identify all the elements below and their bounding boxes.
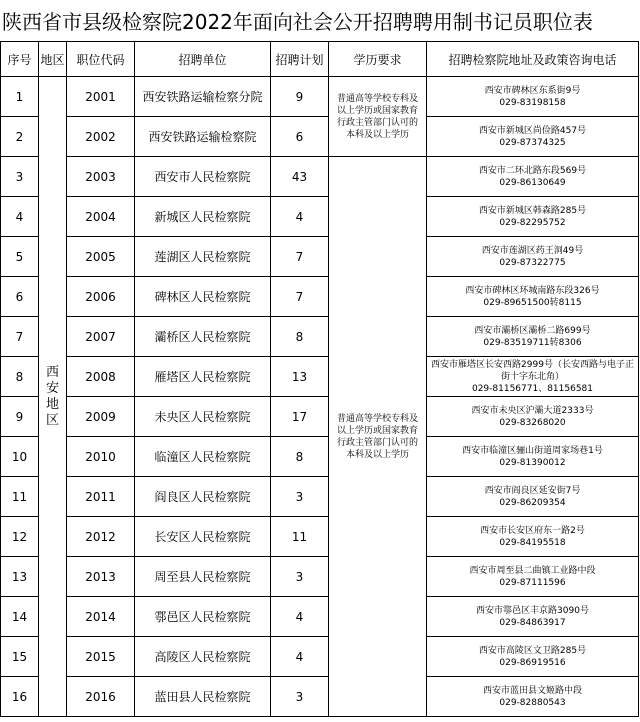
header-seq: 序号 <box>1 42 39 77</box>
cell-code: 2012 <box>67 517 135 557</box>
phone-line: 029-83198158 <box>499 97 566 108</box>
phone-line: 029-83519711转8306 <box>483 337 582 348</box>
cell-address <box>427 397 639 437</box>
cell-seq: 4 <box>1 197 39 237</box>
header-addr: 招聘检察院地址及政策咨询电话 <box>427 42 639 77</box>
cell-address <box>427 637 639 677</box>
cell-seq: 12 <box>1 517 39 557</box>
header-edu: 学历要求 <box>329 42 427 77</box>
cell-unit: 临潼区人民检察院 <box>135 437 271 477</box>
cell-seq: 8 <box>1 357 39 397</box>
table-row <box>1 77 639 117</box>
cell-seq: 6 <box>1 277 39 317</box>
phone-line: 029-81390012 <box>499 457 566 468</box>
cell-unit: 蓝田县人民检察院 <box>135 677 271 717</box>
cell-address <box>427 357 639 397</box>
cell-plan: 7 <box>271 237 329 277</box>
cell-seq: 14 <box>1 597 39 637</box>
cell-code: 2016 <box>67 677 135 717</box>
cell-region <box>39 77 67 717</box>
region-char: 安 <box>45 380 59 396</box>
cell-seq: 1 <box>1 77 39 117</box>
cell-education: 普通高等学校专科及以上学历或国家教育行政主管部门认可的本科及以上学历 <box>329 157 427 717</box>
cell-code: 2004 <box>67 197 135 237</box>
cell-unit: 碑林区人民检察院 <box>135 277 271 317</box>
cell-address <box>427 677 639 717</box>
cell-address <box>427 77 639 117</box>
cell-unit: 莲湖区人民检察院 <box>135 237 271 277</box>
table-row <box>1 357 639 397</box>
address-line: 西安市高陵区文卫路285号 <box>478 645 587 656</box>
phone-line: 029-86209354 <box>499 497 566 508</box>
cell-code: 2010 <box>67 437 135 477</box>
phone-line: 029-81156771、81156581 <box>471 383 594 394</box>
address-line: 西安市碑林区东系街9号 <box>484 85 581 96</box>
cell-code: 2009 <box>67 397 135 437</box>
cell-code: 2013 <box>67 557 135 597</box>
table-row <box>1 317 639 357</box>
cell-address <box>427 477 639 517</box>
cell-unit: 西安市人民检察院 <box>135 157 271 197</box>
cell-seq: 10 <box>1 437 39 477</box>
table-row <box>1 117 639 157</box>
cell-address <box>427 237 639 277</box>
cell-unit: 灞桥区人民检察院 <box>135 317 271 357</box>
cell-plan: 8 <box>271 437 329 477</box>
address-line: 西安市雁塔区长安西路2999号（长安西路与电子正街十字东北角） <box>431 359 634 382</box>
cell-unit: 鄠邑区人民检察院 <box>135 597 271 637</box>
cell-address <box>427 317 639 357</box>
address-line: 西安市长安区府东一路2号 <box>480 525 585 536</box>
cell-education: 普通高等学校专科及以上学历或国家教育行政主管部门认可的本科及以上学历 <box>329 77 427 157</box>
phone-line: 029-86130649 <box>499 177 566 188</box>
cell-plan: 8 <box>271 317 329 357</box>
phone-line: 029-89651500转8115 <box>483 297 582 308</box>
address-line: 西安市莲湖区药王洞49号 <box>481 245 584 256</box>
table-row <box>1 477 639 517</box>
address-line: 西安市阎良区延安街7号 <box>484 485 581 496</box>
cell-plan: 7 <box>271 277 329 317</box>
table-row <box>1 277 639 317</box>
cell-seq: 13 <box>1 557 39 597</box>
header-row <box>1 42 639 77</box>
table-row <box>1 157 639 197</box>
cell-address <box>427 517 639 557</box>
cell-plan: 9 <box>271 77 329 117</box>
cell-code: 2003 <box>67 157 135 197</box>
cell-address <box>427 437 639 477</box>
table-row <box>1 517 639 557</box>
table-row <box>1 197 639 237</box>
cell-plan: 6 <box>271 117 329 157</box>
phone-line: 029-83268020 <box>499 417 566 428</box>
address-line: 西安市新城区尚俭路457号 <box>478 125 587 136</box>
cell-code: 2001 <box>67 77 135 117</box>
cell-code: 2005 <box>67 237 135 277</box>
cell-plan: 4 <box>271 197 329 237</box>
cell-plan: 43 <box>271 157 329 197</box>
cell-plan: 13 <box>271 357 329 397</box>
cell-address <box>427 557 639 597</box>
cell-unit: 西安铁路运输检察分院 <box>135 77 271 117</box>
table-row <box>1 437 639 477</box>
cell-code: 2006 <box>67 277 135 317</box>
cell-code: 2008 <box>67 357 135 397</box>
cell-address <box>427 597 639 637</box>
region-char: 区 <box>45 412 59 428</box>
address-line: 西安市周至县二曲镇工业路中段 <box>469 565 596 576</box>
cell-code: 2007 <box>67 317 135 357</box>
address-line: 西安市二环北路东段569号 <box>478 165 587 176</box>
phone-line: 029-87322775 <box>499 257 566 268</box>
cell-code: 2014 <box>67 597 135 637</box>
cell-unit: 未央区人民检察院 <box>135 397 271 437</box>
header-unit: 招聘单位 <box>135 42 271 77</box>
cell-code: 2002 <box>67 117 135 157</box>
table-row <box>1 557 639 597</box>
cell-code: 2015 <box>67 637 135 677</box>
cell-unit: 新城区人民检察院 <box>135 197 271 237</box>
cell-seq: 9 <box>1 397 39 437</box>
table-row <box>1 237 639 277</box>
address-line: 西安市新城区韩森路285号 <box>478 205 587 216</box>
table-row <box>1 677 639 717</box>
address-line: 西安市蓝田县文姬路中段 <box>482 685 582 696</box>
cell-plan: 17 <box>271 397 329 437</box>
region-char: 西 <box>45 364 59 380</box>
header-plan: 招聘计划 <box>271 42 329 77</box>
address-line: 西安市临潼区骊山街道周家场巷1号 <box>462 445 603 456</box>
cell-unit: 西安铁路运输检察院 <box>135 117 271 157</box>
address-line: 西安市未央区沪灞大道2333号 <box>471 405 594 416</box>
cell-seq: 7 <box>1 317 39 357</box>
cell-unit: 周至县人民检察院 <box>135 557 271 597</box>
cell-plan: 4 <box>271 597 329 637</box>
cell-seq: 16 <box>1 677 39 717</box>
phone-line: 029-82880543 <box>499 697 566 708</box>
cell-address <box>427 197 639 237</box>
table-row <box>1 597 639 637</box>
cell-unit: 雁塔区人民检察院 <box>135 357 271 397</box>
table-row <box>1 637 639 677</box>
cell-plan: 4 <box>271 637 329 677</box>
cell-seq: 3 <box>1 157 39 197</box>
address-line: 西安市鄠邑区丰京路3090号 <box>476 605 589 616</box>
cell-seq: 15 <box>1 637 39 677</box>
region-char: 地 <box>45 396 59 412</box>
cell-plan: 3 <box>271 477 329 517</box>
phone-line: 029-86919516 <box>499 657 566 668</box>
position-table <box>0 41 639 717</box>
cell-address <box>427 157 639 197</box>
cell-unit: 阎良区人民检察院 <box>135 477 271 517</box>
cell-plan: 3 <box>271 677 329 717</box>
page-title: 陕西省市县级检察院2022年面向社会公开招聘聘用制书记员职位表 <box>2 10 593 34</box>
cell-unit: 长安区人民检察院 <box>135 517 271 557</box>
cell-seq: 2 <box>1 117 39 157</box>
phone-line: 029-84863917 <box>499 617 566 628</box>
cell-plan: 11 <box>271 517 329 557</box>
phone-line: 029-87374325 <box>499 137 566 148</box>
table-row <box>1 397 639 437</box>
cell-address <box>427 117 639 157</box>
cell-code: 2011 <box>67 477 135 517</box>
cell-unit: 高陵区人民检察院 <box>135 637 271 677</box>
header-region: 地区 <box>39 42 67 77</box>
phone-line: 029-82295752 <box>499 217 566 228</box>
cell-seq: 5 <box>1 237 39 277</box>
address-line: 西安市灞桥区灞桥二路699号 <box>474 325 591 336</box>
header-code: 职位代码 <box>67 42 135 77</box>
phone-line: 029-84195518 <box>499 537 566 548</box>
cell-plan: 3 <box>271 557 329 597</box>
cell-address <box>427 277 639 317</box>
address-line: 西安市碑林区环城南路东段326号 <box>465 285 600 296</box>
phone-line: 029-87111596 <box>499 577 566 588</box>
cell-seq: 11 <box>1 477 39 517</box>
